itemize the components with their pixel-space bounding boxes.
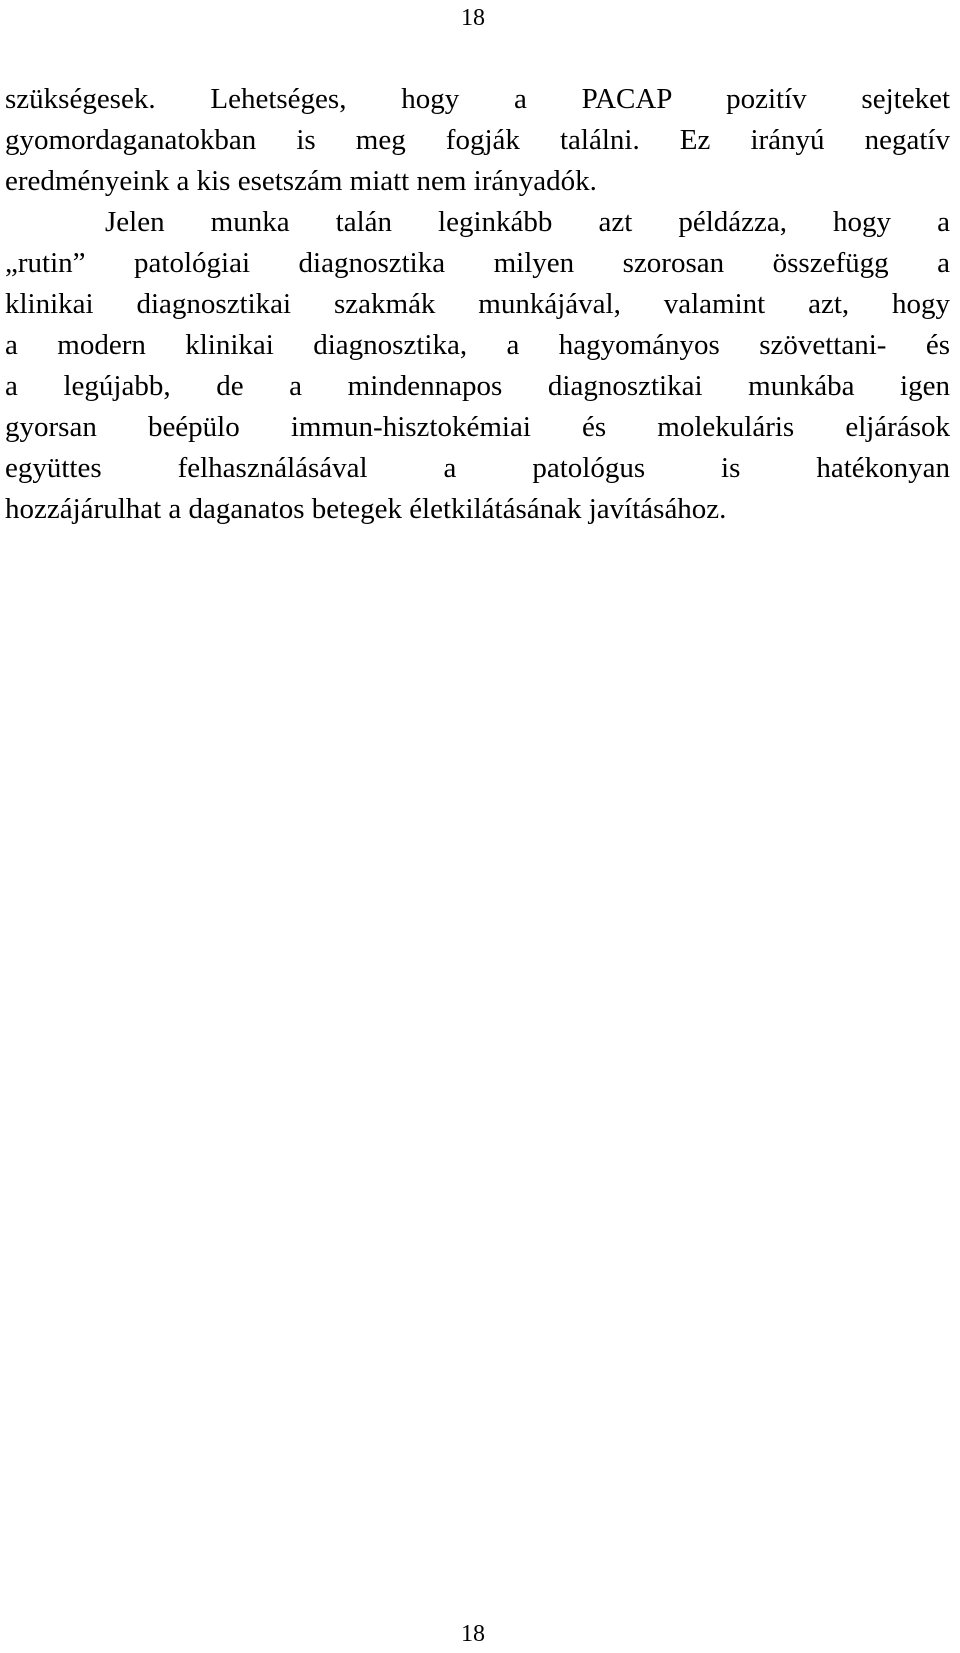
text-line-2: gyomordaganatokban is meg fogják találni. Ez irányú negatív xyxy=(5,124,950,156)
text-line-5: „rutin” patológiai diagnosztika milyen szorosan összefügg a xyxy=(5,247,950,279)
paragraph-start-line: Jelen munka talán leginkább azt példázza, hogy a xyxy=(105,206,950,238)
text-line-3: eredményeink a kis esetszám miatt nem irányadók. xyxy=(5,165,597,197)
text-line-11: hozzájárulhat a daganatos betegek életkilátásának javításához. xyxy=(5,493,727,525)
text-line-8: a legújabb, de a mindennapos diagnosztikai munkába igen xyxy=(5,370,950,402)
text-line-7: a modern klinikai diagnosztika, a hagyományos szövettani- és xyxy=(5,329,950,361)
text-line-10: együttes felhasználásával a patológus is hatékonyan xyxy=(5,452,950,484)
page-number-top: 18 xyxy=(461,5,485,31)
text-line-9: gyorsan beépülo immun-hisztokémiai és molekuláris eljárások xyxy=(5,411,950,443)
page-number-bottom: 18 xyxy=(461,1621,485,1647)
text-line-1: szükségesek. Lehetséges, hogy a PACAP pozitív sejteket xyxy=(5,83,950,115)
text-line-6: klinikai diagnosztikai szakmák munkájával, valamint azt, hogy xyxy=(5,288,950,320)
